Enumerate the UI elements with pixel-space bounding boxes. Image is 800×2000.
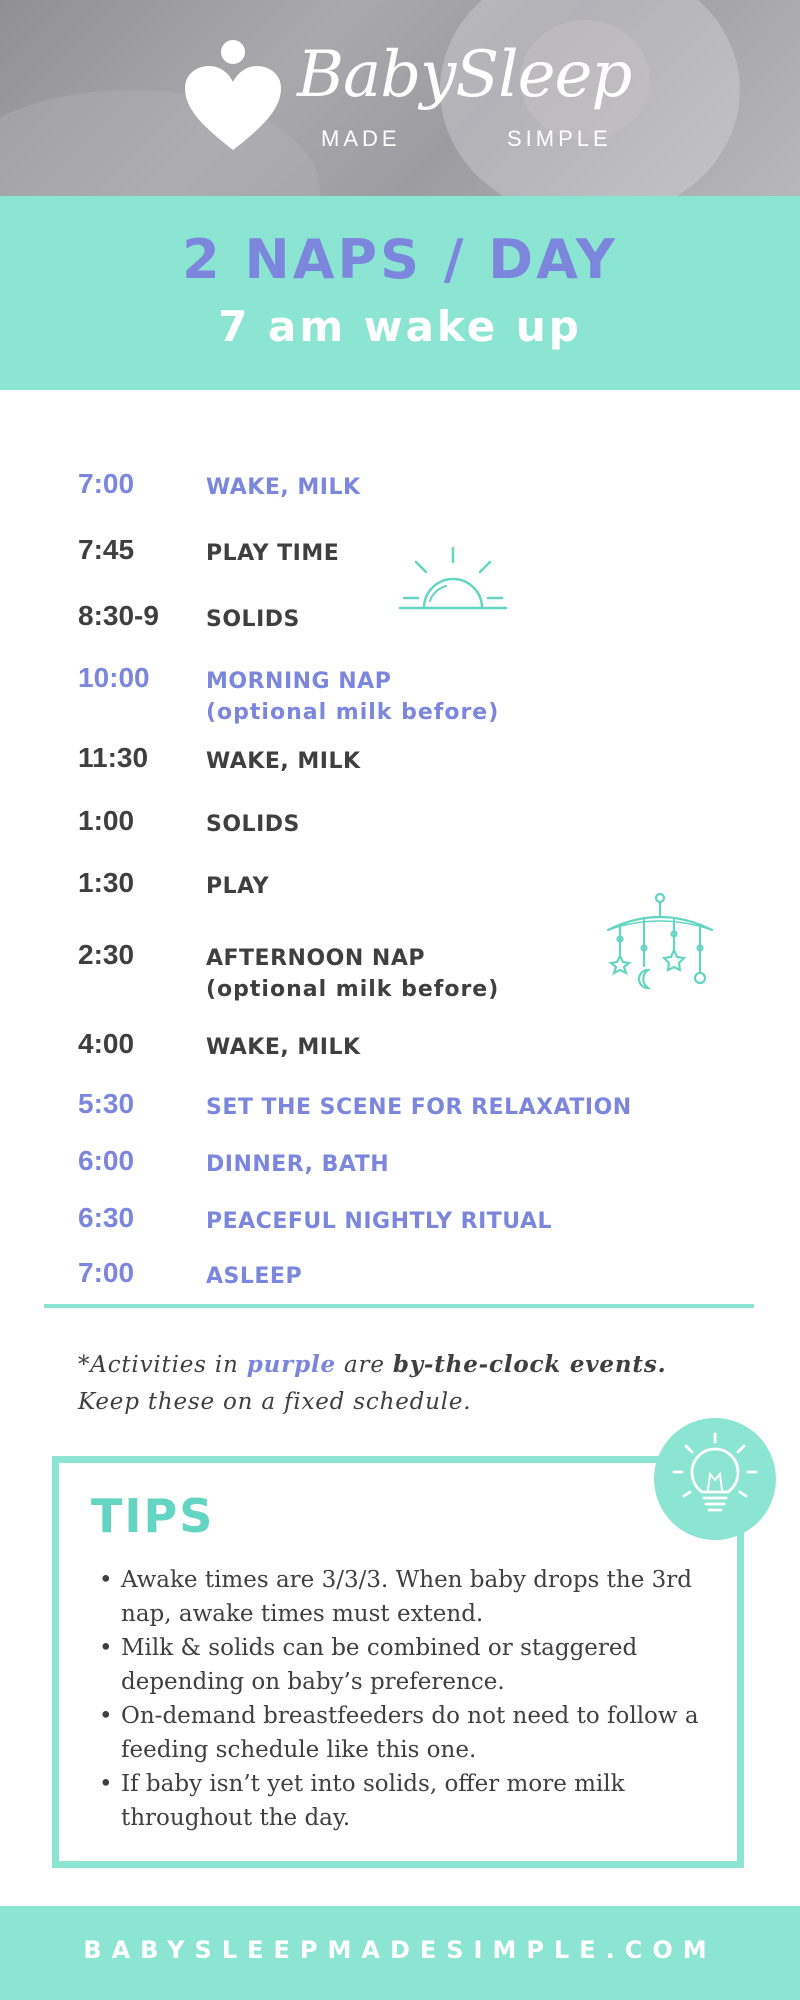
schedule-activity: DINNER, BATH — [206, 1152, 390, 1177]
schedule-time: 8:30-9 — [78, 600, 159, 631]
schedule-activity: WAKE, MILK — [206, 1035, 361, 1060]
schedule-activity: SET THE SCENE FOR RELAXATION — [206, 1095, 632, 1120]
section-divider — [44, 1304, 754, 1308]
schedule-time: 6:00 — [78, 1145, 135, 1176]
schedule-time: 7:00 — [78, 468, 135, 499]
schedule-activity: SOLIDS — [206, 607, 300, 632]
footer-band — [0, 1906, 800, 2000]
schedule-activity: WAKE, MILK — [206, 749, 361, 774]
schedule-time: 1:30 — [78, 867, 135, 898]
tip-item: • Awake times are 3/3/3. When baby drops the 3rd nap, awake times must extend. — [99, 1563, 709, 1631]
schedule-activity: AFTERNOON NAP (optional milk before) — [206, 943, 499, 1005]
schedule-note: (optional milk before) — [206, 700, 500, 725]
footer-website-link[interactable]: BABYSLEEPMADESIMPLE.COM — [83, 1936, 717, 1964]
schedule-activity: PLAY — [206, 874, 269, 899]
schedule-time: 10:00 — [78, 662, 150, 693]
schedule-time: 7:45 — [78, 534, 135, 565]
schedule-activity: PEACEFUL NIGHTLY RITUAL — [206, 1209, 553, 1234]
tip-item: • On-demand breastfeeders do not need to follow a feeding schedule like this one. — [99, 1699, 709, 1767]
schedule-time: 7:00 — [78, 1257, 135, 1288]
logo-tagline-left: MADE — [321, 126, 401, 151]
footnote: *Activities in purple are by-the-clock events. Keep these on a fixed schedule. — [78, 1351, 667, 1415]
schedule-time: 2:30 — [78, 939, 135, 970]
footnote-purple-word: purple — [246, 1351, 336, 1378]
page-subtitle: 7 am wake up — [218, 302, 582, 351]
schedule-time: 4:00 — [78, 1028, 135, 1059]
page-title: 2 NAPS / DAY — [182, 228, 618, 291]
schedule-activity: PLAY TIME — [206, 541, 340, 566]
tips-title: TIPS — [91, 1489, 215, 1543]
schedule-activity: MORNING NAP (optional milk before) — [206, 666, 499, 728]
schedule-time: 5:30 — [78, 1088, 135, 1119]
header-photo — [0, 0, 800, 196]
lightbulb-icon — [654, 1418, 776, 1540]
schedule-time: 11:30 — [78, 742, 149, 773]
lightbulb-badge — [654, 1418, 776, 1540]
title-band — [0, 196, 800, 390]
heart-person-icon — [185, 38, 281, 158]
schedule-time: 1:00 — [78, 805, 135, 836]
logo-wordmark: BabySleep — [297, 38, 632, 112]
schedule-time: 6:30 — [78, 1202, 135, 1233]
tips-list — [99, 1563, 709, 1835]
tip-item: • Milk & solids can be combined or staggered depending on baby’s preference. — [99, 1631, 709, 1699]
baby-mobile-icon — [604, 892, 716, 1004]
sunrise-icon — [396, 546, 510, 618]
schedule-activity: SOLIDS — [206, 812, 300, 837]
tip-item: • If baby isn’t yet into solids, offer more milk throughout the day. — [99, 1767, 709, 1835]
logo-tagline-right: SIMPLE — [507, 126, 612, 151]
schedule-activity: ASLEEP — [206, 1264, 303, 1289]
brand-logo — [185, 38, 632, 158]
schedule-activity: WAKE, MILK — [206, 475, 361, 500]
tips-box — [52, 1456, 744, 1868]
schedule-note: (optional milk before) — [206, 977, 500, 1002]
